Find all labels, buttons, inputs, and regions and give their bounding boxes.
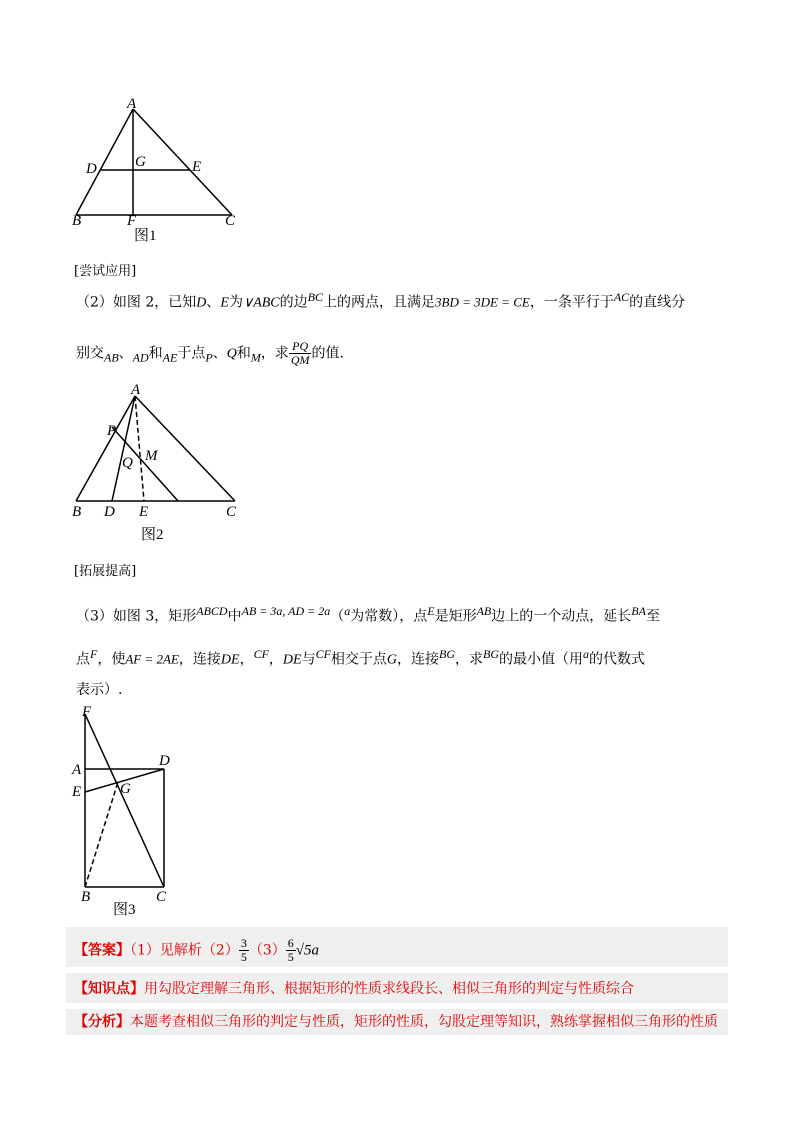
- q2-text: 、: [212, 345, 227, 362]
- fig2-label-P: P: [107, 423, 117, 439]
- q3-text: 的代数式: [589, 651, 646, 668]
- q2-math-BC: BC: [307, 290, 323, 304]
- knowledge-text: 用勾股定理解三角形、根据矩形的性质求线段长、相似三角形的判定与性质综合: [144, 981, 634, 997]
- figure-3: [66, 700, 186, 918]
- q3-math-ABCD: ABCD: [196, 604, 228, 618]
- q3-line-2: [76, 644, 645, 671]
- q3-math-BA: BA: [631, 604, 646, 618]
- q2-fraction-num: PQ: [289, 340, 312, 354]
- q3-math-G: G: [386, 652, 398, 668]
- answer-text: （3）: [248, 942, 286, 959]
- knowledge-box: [66, 973, 728, 1003]
- q2-fraction-den: QM: [290, 353, 310, 367]
- fig1-label-E: E: [192, 159, 202, 175]
- answer-fraction-3-num: 6: [287, 936, 294, 950]
- section-heading-extend: [拓展提高]: [74, 564, 137, 579]
- answer-root: √5a: [295, 942, 319, 959]
- q3-text: 是矩形: [434, 608, 477, 625]
- q2-math-condition: 3BD = 3DE = CE: [435, 294, 530, 310]
- q3-line-1: [76, 601, 660, 627]
- q3-text: 至: [645, 608, 660, 625]
- q3-math-a: a: [583, 647, 590, 661]
- knowledge-tag: 【知识点】: [74, 981, 144, 997]
- q2-text: 和: [148, 345, 163, 362]
- section-heading-try: [尝试应用]: [74, 264, 137, 279]
- fig2-label-Q: Q: [122, 455, 133, 471]
- q3-text: ，连接: [178, 651, 221, 668]
- analysis-tag: 【分析】: [74, 1014, 130, 1030]
- figure-2: [60, 374, 260, 546]
- analysis-line: [74, 1011, 718, 1032]
- answer-box: [66, 927, 728, 967]
- q3-text: ，: [268, 651, 283, 668]
- fig3-label-D: D: [159, 753, 170, 769]
- q3-math-condition-2: AF = 2AE: [125, 651, 179, 667]
- q3-math-F: F: [90, 647, 98, 661]
- q2-text: 和: [236, 345, 251, 362]
- q2-math-AC: AC: [613, 290, 630, 304]
- q3-math-DE: DE: [282, 652, 302, 668]
- q2-text: 上的两点，且满足: [323, 294, 435, 311]
- q2-math-M: M: [250, 350, 261, 365]
- q2-text: 、: [206, 294, 221, 311]
- q2-text: 别交: [76, 345, 104, 362]
- fig3-label-F: F: [82, 704, 92, 720]
- answer-fraction-2-num: 3: [240, 936, 247, 950]
- fig1-caption: 图1: [134, 228, 157, 244]
- fig1-label-F: F: [127, 213, 137, 229]
- figure-1: [60, 92, 260, 244]
- q3-math-condition: AB = 3a, AD = 2a: [241, 604, 331, 618]
- answer-fraction-3-den: 5: [287, 950, 294, 964]
- q3-text: 中: [227, 608, 242, 625]
- answer-fraction-2-den: 5: [240, 950, 247, 964]
- answer-fraction-3: [286, 937, 296, 964]
- q2-text: （2）如图 2，已知: [76, 294, 197, 311]
- answer-line: [74, 937, 319, 964]
- q3-text: ，连接: [397, 651, 440, 668]
- q3-line-3: 表示）.: [76, 682, 123, 698]
- fig2-label-M: M: [145, 448, 158, 464]
- q2-text: 于点: [177, 345, 206, 362]
- q2-text: 的边: [279, 294, 308, 311]
- q2-text: ，一条平行于: [529, 294, 614, 311]
- fig2-label-D: D: [104, 504, 115, 520]
- q3-text: 点: [76, 651, 90, 668]
- q3-math-BG: BG: [439, 647, 456, 661]
- knowledge-line: [74, 978, 634, 999]
- fig3-label-C: C: [156, 889, 167, 905]
- q2-text: 为: [228, 294, 243, 311]
- q2-math-E: E: [220, 295, 229, 311]
- fig2-label-A: A: [131, 382, 141, 398]
- q3-text: ，求: [455, 651, 484, 668]
- q3-text: ，: [239, 651, 254, 668]
- fig1-label-D: D: [86, 161, 97, 177]
- q2-line-1: [76, 287, 685, 314]
- fig3-label-G: G: [120, 781, 131, 797]
- fig1-label-A: A: [127, 96, 137, 112]
- q3-math-CF: CF: [315, 647, 331, 661]
- q3-text: 的最小值（用: [499, 651, 584, 668]
- q3-math-DE: DE: [220, 652, 240, 668]
- fig1-label-C: C: [225, 213, 236, 229]
- q3-text: （: [330, 608, 345, 625]
- q3-math-AB: AB: [476, 604, 492, 618]
- q2-math-AE: AE: [162, 350, 178, 365]
- fig2-label-B: B: [72, 504, 82, 520]
- q2-line-2: [76, 340, 344, 367]
- q2-math-AD: AD: [132, 350, 149, 365]
- q3-text: 边上的一个动点，延长: [491, 608, 632, 625]
- analysis-box: [66, 1009, 728, 1035]
- q2-math-AB: AB: [104, 350, 119, 365]
- q2-math-P: P: [205, 350, 213, 365]
- fig2-label-C: C: [226, 504, 237, 520]
- q2-text: 的直线分: [629, 294, 686, 311]
- fig3-label-B: B: [81, 889, 91, 905]
- q3-text: （3）如图 3，矩形: [76, 608, 197, 625]
- q3-text: 为常数），点: [350, 608, 428, 625]
- analysis-text: 本题考查相似三角形的判定与性质，矩形的性质，勾股定理等知识，熟练掌握相似三角形的性质: [130, 1014, 718, 1030]
- answer-fraction-2: [239, 937, 249, 964]
- q2-text: 的值.: [311, 345, 344, 362]
- q2-fraction: [289, 340, 312, 367]
- q2-math-triangle: ∨ABC: [242, 295, 280, 311]
- q3-text: 相交于点: [330, 651, 387, 668]
- fig3-label-A: A: [72, 762, 82, 778]
- fig2-label-E: E: [139, 504, 149, 520]
- q2-text: ，求: [260, 345, 289, 362]
- fig1-label-G: G: [135, 154, 146, 170]
- q3-math-BG: BG: [483, 647, 500, 661]
- fig1-label-B: B: [72, 213, 82, 229]
- q3-math-a: a: [344, 604, 351, 618]
- q3-text: 与: [301, 651, 316, 668]
- fig3-caption: 图3: [113, 902, 136, 918]
- q3-math-E: E: [427, 604, 435, 618]
- q3-text: ，使: [97, 651, 126, 668]
- q3-math-CF: CF: [253, 647, 269, 661]
- fig3-label-E: E: [72, 784, 82, 800]
- q2-text: 、: [118, 345, 133, 362]
- answer-tag: 【答案】: [74, 942, 130, 959]
- fig2-caption: 图2: [141, 527, 164, 543]
- answer-text: （1）见解析（2）: [130, 942, 239, 959]
- q2-math-D: D: [196, 295, 207, 311]
- q2-math-Q: Q: [226, 346, 237, 362]
